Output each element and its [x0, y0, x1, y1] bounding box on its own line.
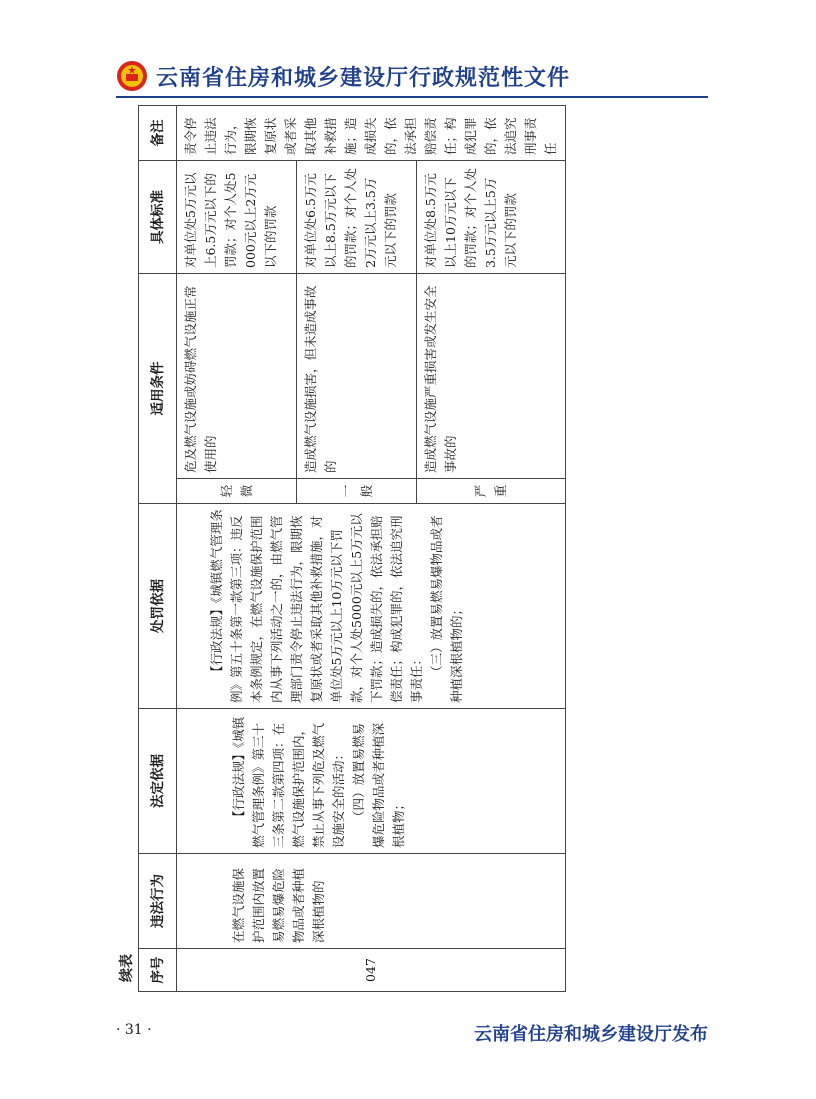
header-title: 云南省住房和城乡建设厅行政规范性文件: [156, 65, 571, 91]
severity-minor: 轻微: [177, 479, 297, 504]
penalty-basis-main: 【行政法规】《城镇燃气管理条例》第五十条第一款第三项：违反本条例规定，在燃气设施保护范围内从事下列活动之一的，由燃气管理部门责令停止违法行为，限期恢复原状或者采取其他补救措施，对单位处5万元以上10万元以下罚款，对个人处5000元以上5万元以下罚款；造成损失的，依法承担赔偿责任；构成犯罪的，依法追究刑事责任：: [209, 509, 424, 703]
penalty-basis: [177, 504, 566, 709]
severity-serious: 严重: [417, 479, 566, 504]
national-emblem-icon: [116, 60, 148, 92]
violation-act-text: 在燃气设施保护范围内放置易燃易爆危险物品或者种植深根植物的: [231, 867, 326, 943]
col-header-remark: 备注: [139, 106, 177, 161]
col-header-penalty: 处罚依据: [139, 504, 177, 709]
rotated-table-region: [116, 106, 558, 992]
remark: 责令停止违法行为，限期恢复原状或者采取其他补救措施；造成损失的，依法承担赔偿责任；构成犯罪的，依法追究刑事责任: [177, 106, 566, 161]
penalty-basis-item: （三）放置易燃易爆物品或者种植深根植物的；: [429, 515, 464, 703]
row-number: 047: [177, 949, 566, 992]
condition-general: 造成燃气设施损害，但未造成事故的: [297, 274, 417, 479]
col-header-legal: 法定依据: [139, 709, 177, 854]
page-number: · 31 ·: [116, 1022, 152, 1038]
col-header-standard: 具体标准: [139, 161, 177, 274]
continued-label: 续表: [119, 954, 135, 982]
condition-minor: 危及燃气设施或妨碍燃气设施正常使用的: [177, 274, 297, 479]
col-header-condition: 适用条件: [139, 274, 177, 504]
violation-act: [177, 854, 566, 949]
legal-basis: [177, 709, 566, 854]
severity-general: 一般: [297, 479, 417, 504]
table-row: [177, 106, 297, 992]
condition-serious: 造成燃气设施严重损害或发生安全事故的: [417, 274, 566, 479]
document-header: [116, 56, 570, 96]
col-header-no: 序号: [139, 949, 177, 992]
header-divider: [116, 96, 708, 98]
legal-basis-main: 【行政法规】《城镇燃气管理条例》第三十三条第二款第四项：在燃气设施保护范围内，禁止从事下列危及燃气设施安全的活动：: [231, 716, 346, 848]
col-header-act: 违法行为: [139, 854, 177, 949]
standard-minor: 对单位处5万元以上6.5万元以下的罚款；对个人处5000元以上2万元以下的罚款: [177, 161, 297, 274]
penalty-table: [138, 105, 566, 992]
standard-general: 对单位处6.5万元以上8.5万元以下的罚款；对个人处2万元以上3.5万元以下的罚款: [297, 161, 417, 274]
standard-serious: 对单位处8.5万元以上10万元以下的罚款；对个人处3.5万元以上5万元以下的罚款: [417, 161, 566, 274]
table-header-row: [139, 106, 177, 992]
footer-publisher: 云南省住房和城乡建设厅发布: [474, 1024, 708, 1045]
legal-basis-item: （四）放置易燃易爆危险物品或者种植深根植物；: [351, 722, 406, 848]
